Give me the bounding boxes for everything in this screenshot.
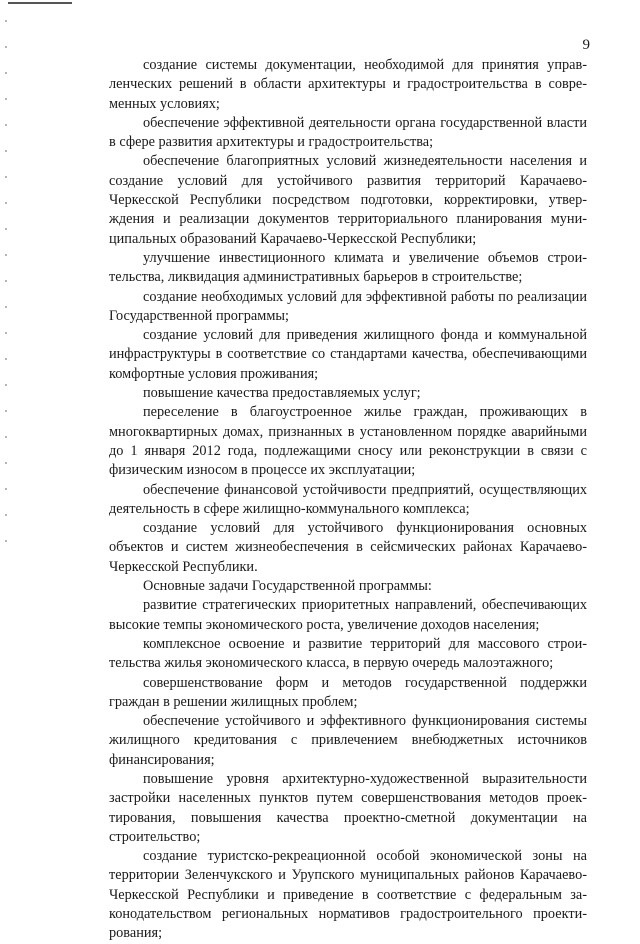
paragraph: развитие стратегических приоритетных направлений, обеспечивающих высокие темпы экономического роста, увеличение доходов населения; [109, 597, 587, 633]
binding-margin-dots [5, 20, 7, 560]
paragraph: повышение качества предоставляемых услуг; [143, 385, 421, 402]
paragraph: создание условий для устойчивого функционирования основных объектов и систем жизнеобеспечения в сейсмических районах Карачаево-Черкесской Республики. [109, 520, 587, 575]
section-heading: Основные задачи Государственной программы: [143, 578, 432, 595]
paragraph: создание необходимых условий для эффективной работы по реализации Государственной программы; [109, 288, 587, 324]
paragraph: повышение уровня архитектурно-художественной выразительности застройки населенных пунктов путем совершенствования методов проектирования, повышения качества проектно-сметной документации на строительство; [109, 770, 587, 845]
scan-edge-mark [8, 2, 72, 4]
paragraph: переселение в благоустроенное жилье граждан, проживающих в многоквартирных домах, признанных в установленном порядке аварийными до 1 января 2012 года, подлежащими сносу или реконструкции в связи с физическим износом в процессе их эксплуатации; [109, 404, 587, 479]
document-body [109, 56, 587, 944]
paragraph: создание туристско-рекреационной особой экономической зоны на территории Зеленчукского и Урупского муниципальных районов Карачаево-Черкесской Республики и приведение в соответствие с федеральным законодательством региональных нормативов градостроительного проектирования; [109, 848, 587, 942]
paragraph: обеспечение эффективной деятельности органа государственной власти в сфере развития архитектуры и градостроительства; [109, 114, 587, 151]
paragraph: комплексное освоение и развитие территорий для массового строительства жилья экономического класса, в первую очередь малоэтажного; [109, 635, 587, 672]
paragraph: обеспечение устойчивого и эффективного функционирования системы жилищного кредитования с привлечением внебюджетных источников финансирования; [109, 713, 587, 768]
paragraph: совершенствование форм и методов государственной поддержки граждан в решении жилищных проблем; [109, 674, 587, 710]
paragraph: создание системы документации, необходимой для принятия управленческих решений в области архитектуры и градостроительства в современных условиях; [109, 57, 587, 112]
paragraph: обеспечение финансовой устойчивости предприятий, осуществляющих деятельность в сфере жилищно-коммунального комплекса; [109, 481, 587, 517]
page-number: 9 [582, 37, 590, 53]
paragraph: обеспечение благоприятных условий жизнедеятельности населения и создание условий для устойчивого развития территорий Карачаево-Черкесской Республики посредством подготовки, корректировки, утверждения и реализации документов территориального планирования муниципальных образований Карачаево-Черкесской Республики; [109, 153, 587, 247]
paragraph: создание условий для приведения жилищного фонда и коммунальной инфраструктуры в соответствие со стандартами качества, обеспечивающими комфортные условия проживания; [109, 327, 587, 382]
paragraph: улучшение инвестиционного климата и увеличение объемов строительства, ликвидация административных барьеров в строительстве; [109, 249, 587, 286]
